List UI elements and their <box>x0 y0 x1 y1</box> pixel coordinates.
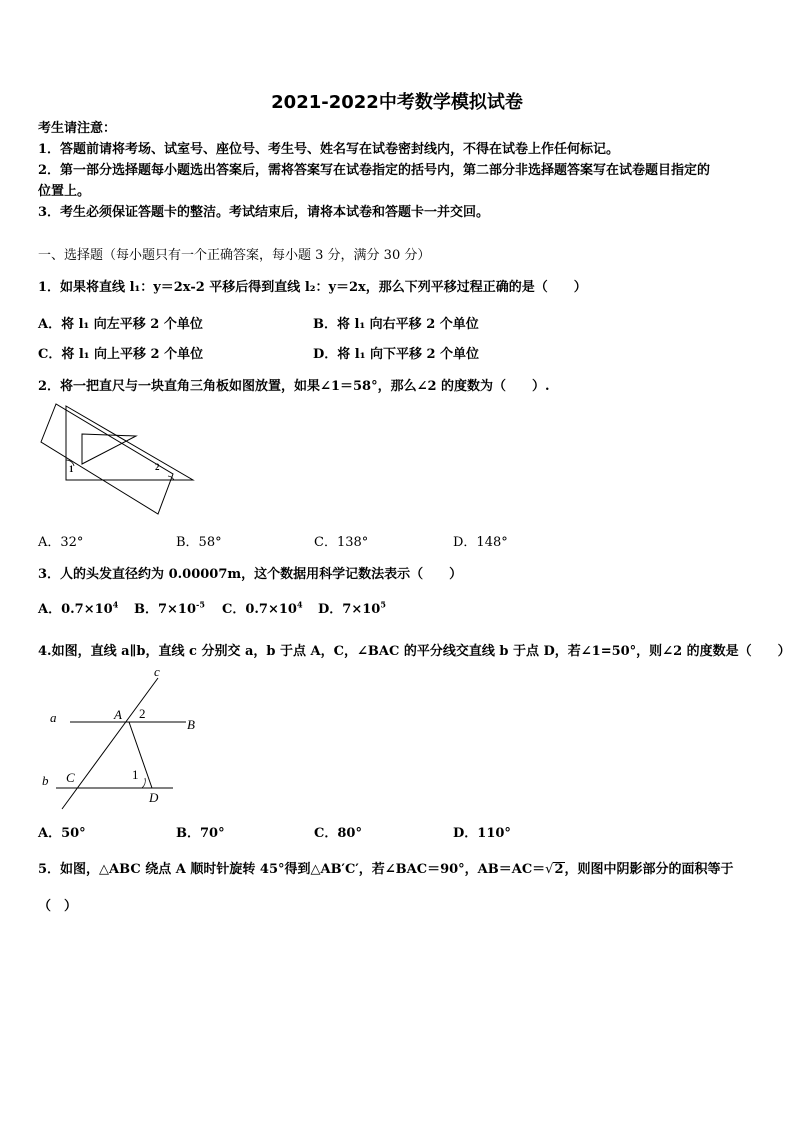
q4-option-a[interactable]: A．50° <box>38 826 86 841</box>
q1-option-b[interactable]: B．将 l₁ 向右平移 2 个单位 <box>313 317 479 332</box>
sqrt-radicand: 2 <box>554 862 564 877</box>
angle-1-arc <box>142 778 145 788</box>
q4-option-c[interactable]: C．80° <box>314 826 362 841</box>
label-a: a <box>50 710 57 725</box>
angle-2-label: 2 <box>155 462 160 472</box>
q4-parallel-lines-figure <box>38 666 208 811</box>
question-4-stem: 4.如图，直线 a∥b，直线 c 分别交 a，b 于点 A，C，∠BAC 的平分线交直线 b 于点 D，若∠1=50°，则∠2 的度数是（ ） <box>38 644 791 659</box>
label-angle-1: 1 <box>132 767 139 782</box>
question-1-stem: 1．如果将直线 l₁：y＝2x-2 平移后得到直线 l₂：y＝2x，那么下列平移过程正确的是（ ） <box>38 280 587 295</box>
q2-option-a[interactable]: A．32° <box>38 535 84 550</box>
label-c: c <box>154 666 160 679</box>
question-5-blank: （ ） <box>38 899 78 914</box>
angle-1-label: 1 <box>69 464 74 474</box>
label-angle-2: 2 <box>139 706 146 721</box>
section-heading: 一、选择题（每小题只有一个正确答案，每小题 3 分，满分 30 分） <box>38 248 431 263</box>
q2-ruler-triangle-figure <box>38 402 198 520</box>
q2-option-b[interactable]: B．58° <box>176 535 222 550</box>
question-2-stem: 2．将一把直尺与一块直角三角板如图放置，如果∠1＝58°，那么∠2 的度数为（ ）. <box>38 379 550 394</box>
label-point-b: B <box>187 717 195 732</box>
question-5-stem: 5．如图，△ABC 绕点 A 顺时针旋转 45°得到△AB′C′，若∠BAC＝90°，AB＝AC＝√2，则图中阴影部分的面积等于 <box>38 862 734 877</box>
label-point-d: D <box>149 790 159 805</box>
line-c <box>62 678 158 809</box>
notice-line-2: 2．第一部分选择题每小题选出答案后，需将答案写在试卷指定的括号内，第二部分非选择题答案写在试卷题目指定的 <box>38 163 711 178</box>
q3-option-b[interactable]: B．$7\times 10^{-5}$ <box>134 599 205 617</box>
q4-option-b[interactable]: B．70° <box>176 826 225 841</box>
label-point-a: A <box>114 707 122 722</box>
q3-option-c[interactable]: C．$0.7\times 10^4$ <box>222 599 303 617</box>
q4-option-d[interactable]: D．110° <box>453 826 511 841</box>
notice-line-4: 3．考生必须保证答题卡的整洁。考试结束后，请将本试卷和答题卡一并交回。 <box>38 205 490 220</box>
q2-option-c[interactable]: C．138° <box>314 535 369 550</box>
q2-option-d[interactable]: D．148° <box>453 535 508 550</box>
q3-option-d[interactable]: D．$7\times 10^5$ <box>318 599 386 617</box>
label-b: b <box>42 773 49 788</box>
label-point-c: C <box>66 770 75 785</box>
q1-option-d[interactable]: D．将 l₁ 向下平移 2 个单位 <box>313 347 480 362</box>
q1-option-c[interactable]: C．将 l₁ 向上平移 2 个单位 <box>38 347 204 362</box>
triangle-hole <box>82 434 136 464</box>
ruler <box>41 404 173 514</box>
q1-option-a[interactable]: A．将 l₁ 向左平移 2 个单位 <box>38 317 203 332</box>
q3-option-a[interactable]: A．$0.7\times 10^4$ <box>38 599 119 617</box>
notice-line-3: 位置上。 <box>38 184 91 199</box>
page-title: 2021-2022中考数学模拟试卷 <box>271 92 523 113</box>
notice-line-1: 1．答题前请将考场、试室号、座位号、考生号、姓名写在试卷密封线内，不得在试卷上作任何标记。 <box>38 142 620 157</box>
question-3-stem: 3．人的头发直径约为 0.00007m，这个数据用科学记数法表示（ ） <box>38 567 463 582</box>
notice-heading: 考生请注意： <box>38 121 117 136</box>
